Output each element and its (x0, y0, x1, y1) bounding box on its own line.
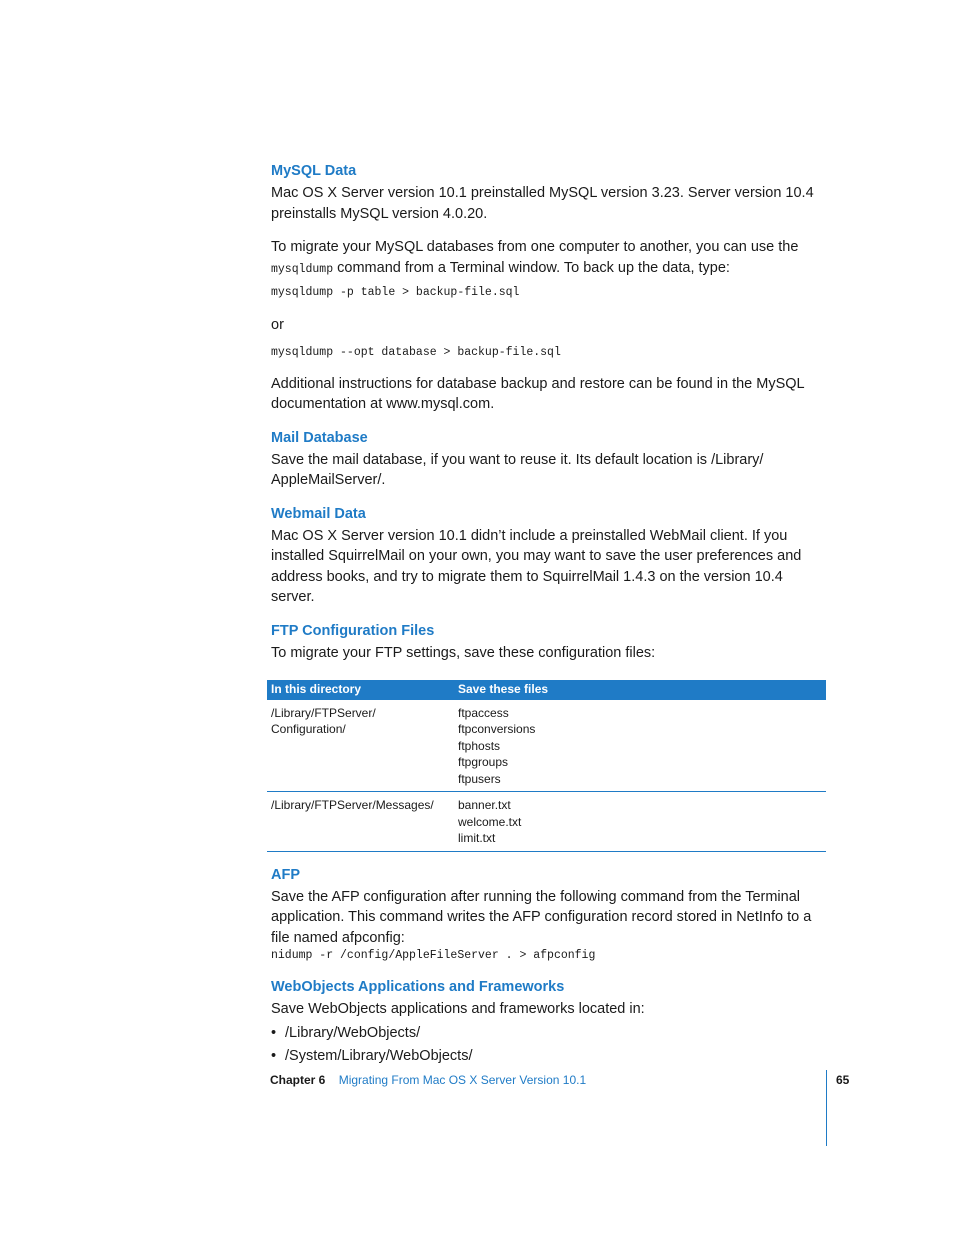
mysql-paragraph-3: Additional instructions for database backup and restore can be found in the MySQL documentation at www.mysql.com. (271, 375, 805, 412)
section-ftp (271, 622, 826, 852)
heading-webmail-data: Webmail Data (271, 505, 366, 522)
section-mysql (271, 162, 826, 415)
heading-ftp-configuration-files: FTP Configuration Files (271, 622, 435, 639)
table-row (267, 792, 826, 852)
webobjects-paragraph: Save WebObjects applications and frameworks located in: (271, 1001, 645, 1017)
mysql-paragraph-1: Mac OS X Server version 10.1 preinstalled MySQL version 3.23. Server version 10.4 preinstalls MySQL version 4.0.20. (271, 185, 814, 222)
footer-divider (826, 1070, 827, 1146)
webobjects-list (271, 1022, 826, 1068)
footer-chapter-title: Migrating From Mac OS X Server Version 10.1 (338, 1073, 587, 1087)
list-item: • /System/Library/WebObjects/ (271, 1045, 826, 1068)
mysql-paragraph-2-rest: command from a Terminal window. To back up the data, type: (333, 259, 730, 276)
table-cell-files: ftpaccess ftpconversions ftphosts ftpgroups ftpusers (454, 700, 826, 792)
page-content (271, 162, 826, 1082)
table-cell-files: banner.txt welcome.txt limit.txt (454, 792, 826, 852)
section-afp (271, 866, 826, 965)
table-header-directory: In this directory (267, 680, 454, 700)
page-number: 65 (836, 1073, 850, 1087)
page-footer (270, 1072, 586, 1088)
webmail-paragraph: Mac OS X Server version 10.1 didn’t include a preinstalled WebMail client. If you installed SquirrelMail on your own, you may want to save the user preferences and address books, and try to migrate them to SquirrelMail 1.4.3 on the version 10.4 server. (271, 527, 802, 605)
mail-paragraph: Save the mail database, if you want to reuse it. Its default location is /Library/ AppleMailServer/. (271, 451, 764, 488)
heading-afp: AFP (271, 866, 300, 883)
mysql-command-1: mysqldump -p table > backup-file.sql (271, 286, 520, 299)
heading-mail-database: Mail Database (271, 429, 368, 446)
mysqldump-inline-code: mysqldump (271, 262, 334, 276)
mysql-paragraph-2 (271, 237, 826, 278)
table-header-row (267, 680, 826, 700)
ftp-paragraph: To migrate your FTP settings, save these configuration files: (271, 644, 656, 661)
heading-webobjects: WebObjects Applications and Frameworks (271, 979, 565, 995)
list-item: • /Library/WebObjects/ (271, 1022, 826, 1045)
table-header-files: Save these files (454, 680, 826, 700)
ftp-files-table (267, 680, 826, 852)
mysql-paragraph-2-start: To migrate your MySQL databases from one computer to another, you can use the (271, 239, 799, 255)
table-cell-directory: /Library/FTPServer/ Configuration/ (267, 700, 454, 792)
section-webobjects (271, 978, 826, 1068)
heading-mysql-data: MySQL Data (271, 163, 357, 179)
afp-paragraph: Save the AFP configuration after running the following command from the Terminal application. This command writes the AFP configuration record stored in NetInfo to a file named afpconfig: (271, 888, 812, 946)
or-text: or (271, 317, 284, 333)
footer-chapter: Chapter 6 (270, 1073, 326, 1087)
table-row (267, 700, 826, 792)
mysql-command-2: mysqldump --opt database > backup-file.sql (271, 345, 561, 359)
section-mail (271, 429, 826, 491)
section-webmail (271, 505, 826, 608)
table-cell-directory: /Library/FTPServer/Messages/ (267, 792, 454, 852)
afp-command: nidump -r /config/AppleFileServer . > afpconfig (271, 949, 596, 962)
